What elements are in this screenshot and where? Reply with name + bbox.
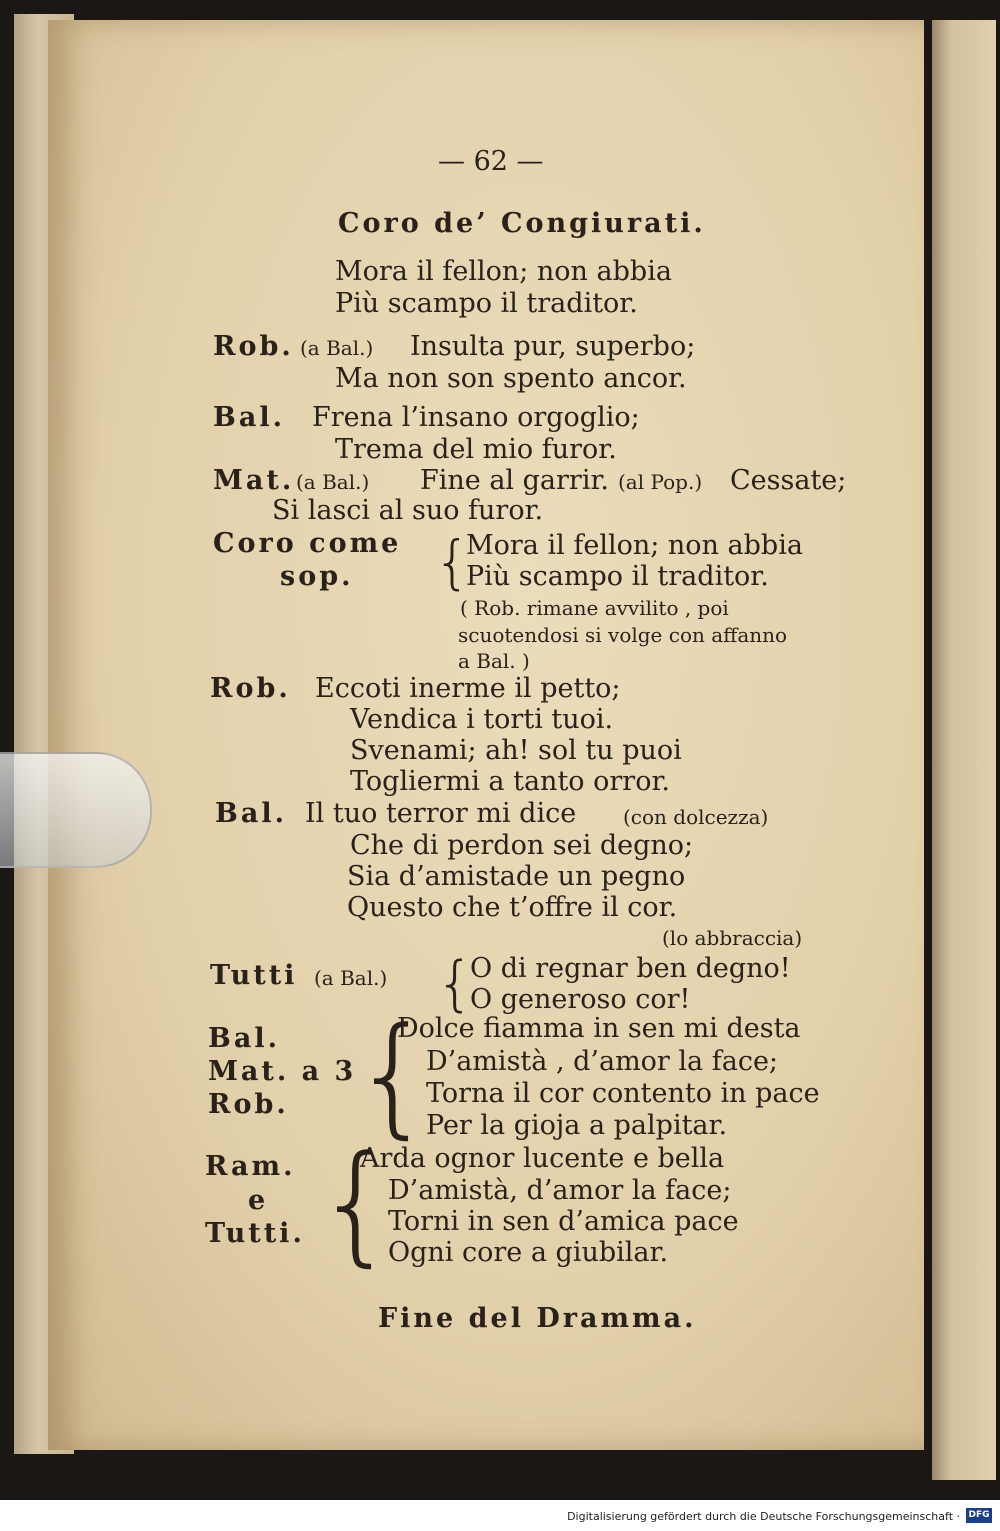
verse-line: Più scampo il traditor.: [466, 561, 769, 592]
verse-line: Trema del mio furor.: [335, 434, 617, 465]
stage-direction: (a Bal.): [314, 966, 388, 990]
speaker-name: e: [248, 1185, 269, 1216]
speaker-name: Mat. a 3: [208, 1056, 357, 1087]
speaker-name: Rob.: [213, 331, 294, 362]
verse-line: Che di perdon sei degno;: [350, 830, 694, 861]
speaker-name: sop.: [280, 561, 354, 592]
verse-line: D’amistà , d’amor la face;: [426, 1046, 779, 1077]
verse-line: Insulta pur, superbo;: [410, 331, 696, 362]
verse-line: Per la gioja a palpitar.: [426, 1110, 728, 1141]
speaker-name: Bal.: [215, 798, 287, 829]
verse-line: Arda ognor lucente e bella: [360, 1143, 725, 1174]
brace: {: [436, 949, 475, 1019]
verse-line: Mora il fellon; non abbia: [335, 256, 672, 287]
verse-line: Questo che t’offre il cor.: [347, 892, 678, 923]
verse-line: Il tuo terror mi dice: [305, 798, 577, 829]
speaker-name: Rob.: [208, 1089, 289, 1120]
stage-direction: (con dolcezza): [623, 805, 769, 829]
verse-line: Dolce fiamma in sen mi desta: [397, 1013, 801, 1044]
verse-line: Eccoti inerme il petto;: [315, 673, 621, 704]
speaker-name: Ram.: [205, 1151, 296, 1182]
verse-line: Svenami; ah! sol tu puoi: [350, 735, 682, 766]
verse-line: Vendica i torti tuoi.: [350, 704, 614, 735]
stage-direction: (a Bal.): [296, 470, 370, 494]
speaker-name: Tutti: [210, 960, 298, 991]
stage-direction: (lo abbraccia): [662, 926, 803, 950]
verse-line: Ogni core a giubilar.: [388, 1237, 669, 1268]
verse-line: Frena l’insano orgoglio;: [312, 402, 640, 433]
verse-line: Togliermi a tanto orror.: [350, 766, 670, 797]
scene-heading: Coro de’ Congiurati.: [338, 208, 706, 239]
verse-line: Sia d’amistade un pegno: [347, 861, 686, 892]
verse-line: Fine al garrir.: [420, 465, 609, 496]
brace: {: [352, 999, 435, 1151]
stage-direction: ( Rob. rimane avvilito , poi: [460, 596, 729, 620]
speaker-name: Coro come: [213, 528, 402, 559]
end-title: Fine del Dramma.: [378, 1303, 697, 1334]
speaker-name: Mat.: [213, 465, 295, 496]
verse-line: Ma non son spento ancor.: [335, 363, 687, 394]
verse-line: Torna il cor contento in pace: [426, 1078, 820, 1109]
brace: {: [434, 528, 471, 596]
speaker-name: Rob.: [210, 673, 291, 704]
verse-line: O di regnar ben degno!: [470, 953, 791, 984]
verse-line: O generoso cor!: [470, 984, 691, 1015]
stage-direction: a Bal. ): [458, 649, 530, 673]
verse-line: Cessate;: [730, 465, 847, 496]
dfg-logo: DFG: [966, 1508, 992, 1523]
page-number: — 62 —: [438, 146, 544, 177]
page-clip: [0, 752, 152, 868]
stage-direction: (al Pop.): [618, 470, 703, 494]
stage-direction: scuotendosi si volge con affanno: [458, 623, 788, 647]
verse-line: Più scampo il traditor.: [335, 288, 638, 319]
speaker-name: Bal.: [213, 402, 285, 433]
verse-line: Si lasci al suo furor.: [272, 495, 544, 526]
facing-page-edge: [932, 20, 996, 1480]
stage-direction: (a Bal.): [300, 336, 374, 360]
brace: {: [315, 1127, 398, 1279]
funding-credit: Digitalisierung gefördert durch die Deutsche Forschungsgemeinschaft ·: [567, 1510, 960, 1523]
verse-line: D’amistà, d’amor la face;: [388, 1175, 732, 1206]
verse-line: Mora il fellon; non abbia: [466, 530, 803, 561]
speaker-name: Tutti.: [205, 1218, 305, 1249]
speaker-name: Bal.: [208, 1023, 280, 1054]
verse-line: Torni in sen d’amica pace: [388, 1206, 739, 1237]
